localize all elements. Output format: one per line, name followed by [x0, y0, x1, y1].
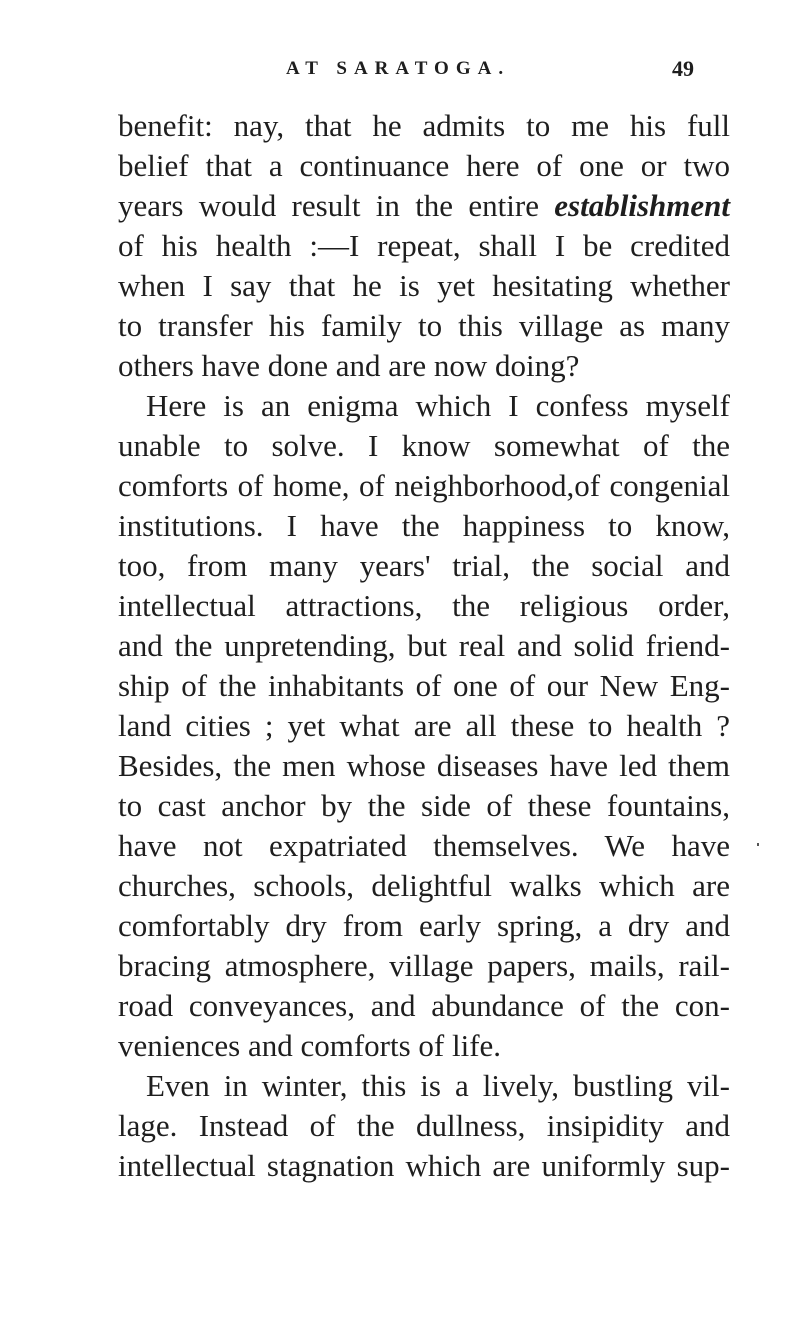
text-line: bracing atmosphere, village papers, mails, rail- [118, 948, 730, 983]
text-line: unable to solve. I know somewhat of the [118, 428, 730, 463]
running-head [0, 58, 800, 88]
text-line: veniences and comforts of life. [118, 1028, 502, 1063]
paragraph-first-line: Even in winter, this is a lively, bustling vil- [146, 1068, 730, 1103]
text-line: and the unpretending, but real and solid friend- [118, 628, 730, 663]
text-line: lage. Instead of the dullness, insipidity and [118, 1108, 730, 1143]
print-speck [757, 843, 759, 846]
text-line: of his health :—I repeat, shall I be credited [118, 228, 730, 263]
text-line: ship of the inhabitants of one of our New Eng- [118, 668, 730, 703]
text-line: too, from many years' trial, the social and [118, 548, 730, 583]
italic-word: establishment [554, 188, 730, 223]
body-text [118, 106, 730, 1186]
text-line: churches, schools, delightful walks which are [118, 868, 730, 903]
text-line: land cities ; yet what are all these to health ? [118, 708, 730, 743]
text-line: benefit: nay, that he admits to me his full [118, 108, 730, 143]
text-line: to cast anchor by the side of these fountains, [118, 788, 730, 823]
text-line [118, 186, 730, 226]
text-line: when I say that he is yet hesitating whether [118, 268, 730, 303]
text-line-segment: years would result in the entire [118, 188, 539, 223]
text-line: intellectual stagnation which are uniformly sup- [118, 1148, 730, 1183]
text-line: road conveyances, and abundance of the con- [118, 988, 730, 1023]
text-line: others have done and are now doing? [118, 348, 580, 383]
running-title: AT SARATOGA. [286, 58, 511, 79]
text-line: intellectual attractions, the religious order, [118, 588, 730, 623]
text-line: belief that a continuance here of one or two [118, 148, 730, 183]
text-line: Besides, the men whose diseases have led them [118, 748, 730, 783]
text-line: institutions. I have the happiness to know, [118, 508, 730, 543]
text-line: have not expatriated themselves. We have [118, 828, 730, 863]
text-line: to transfer his family to this village as many [118, 308, 730, 343]
text-line: comfortably dry from early spring, a dry and [118, 908, 730, 943]
page-number: 49 [672, 56, 694, 81]
text-line: comforts of home, of neighborhood,of congenial [118, 468, 730, 503]
paragraph-first-line: Here is an enigma which I confess myself [146, 388, 730, 423]
